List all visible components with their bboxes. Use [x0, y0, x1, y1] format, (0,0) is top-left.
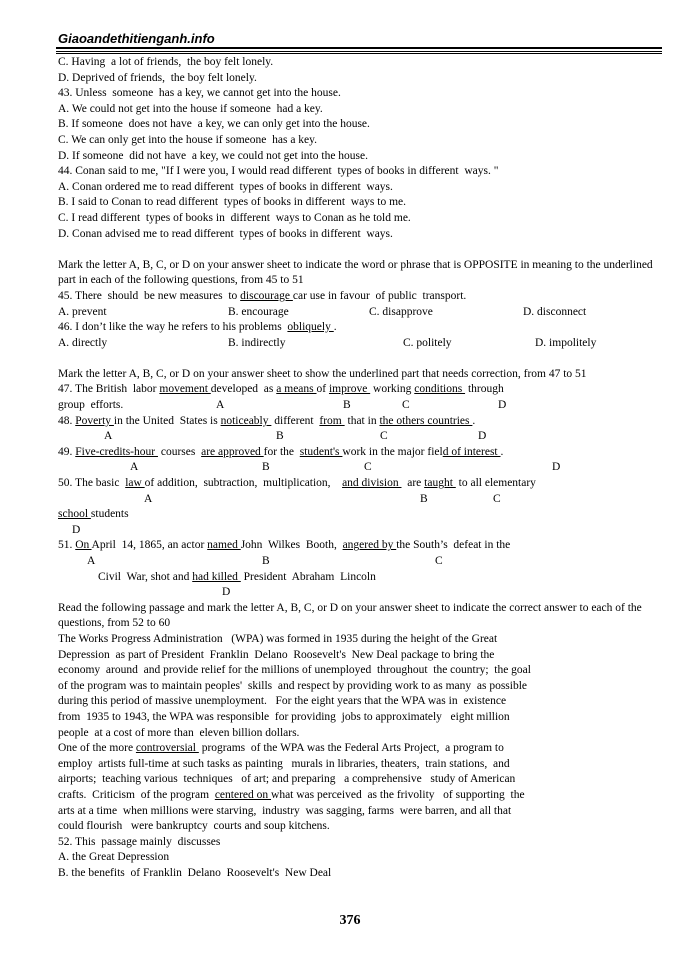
- q46-underlined: obliquely: [287, 321, 334, 334]
- q52-option-b: B. the benefits of Franklin Delano Roosevelt's New Deal: [58, 866, 332, 879]
- q45-option-d: D. disconnect: [523, 305, 587, 318]
- q51-label-d: D: [222, 586, 231, 599]
- q45-options: [58, 305, 658, 321]
- q47-label-a: A: [216, 399, 225, 412]
- document-body: [58, 55, 658, 881]
- q50-line2: school students: [58, 508, 129, 521]
- q45-underlined: discourage: [240, 289, 293, 302]
- q49-label-b: B: [262, 461, 270, 474]
- q51-underlined-d: had killed: [192, 570, 241, 583]
- q48-label-a: A: [104, 430, 113, 443]
- q49-underlined-b: are approved: [201, 445, 264, 458]
- q48-label-b: B: [276, 430, 284, 443]
- q45-stem: 45. There should be new measures to discourage car use in favour of public transport.: [58, 289, 467, 302]
- q46-option-d: D. impolitely: [535, 336, 597, 349]
- q43-option-b: B. If someone does not have a key, we can only get into the house.: [58, 118, 370, 131]
- q50-label-d: D: [72, 523, 81, 536]
- q47-underlined-b: a means: [276, 383, 317, 396]
- q50-label-d-row: [58, 523, 658, 539]
- passage-line: could flourish were bankruptcy courts and soup kitchens.: [58, 820, 330, 833]
- q43-option-c: C. We can only get into the house if someone has a key.: [58, 133, 318, 146]
- q45-option-a: A. prevent: [58, 305, 107, 318]
- passage-line: from 1935 to 1943, the WPA was responsible for providing jobs to approximately eight million: [58, 710, 510, 723]
- q49-underlined-d: d of interest: [442, 445, 501, 458]
- q50-stem: 50. The basic law of addition, subtraction, multiplication, and division are taught to all elementary: [58, 477, 536, 490]
- q51-label-c: C: [435, 555, 443, 567]
- q50-label-c: C: [493, 492, 501, 505]
- q47-underlined-c: improve: [328, 383, 371, 396]
- q49-labels: [58, 460, 658, 476]
- q46-option-c: C. politely: [403, 336, 452, 349]
- q51-line2: Civil War, shot and had killed President Abraham Lincoln: [98, 570, 376, 583]
- q51-label-a: A: [87, 555, 96, 567]
- q46-options: [58, 336, 658, 352]
- reading-instructions: Read the following passage and mark the letter A, B, C, or D on your answer sheet to indicate the correct answer to each of the questions, from 52 to 60: [58, 601, 642, 630]
- q47-line2: group efforts. A B C D: [58, 398, 658, 414]
- passage-underlined-centered-on: centered on: [214, 788, 272, 801]
- q42-option-d: D. Deprived of friends, the boy felt lonely.: [58, 71, 257, 84]
- q50-underlined-c: taught: [424, 477, 456, 490]
- q44-stem: 44. Conan said to me, "If I were you, I would read different types of books in different ways. ": [58, 165, 499, 178]
- q50-label-b: B: [420, 492, 428, 505]
- passage-line: during this period of massive unemployment. For the eight years that the WPA was in existence: [58, 695, 507, 708]
- q51-underlined-a: On: [75, 539, 92, 552]
- q50-underlined-d: school: [58, 508, 91, 521]
- q45-option-b: B. encourage: [228, 305, 289, 318]
- q46-option-b: B. indirectly: [228, 336, 286, 349]
- q44-option-b: B. I said to Conan to read different types of books in different ways to me.: [58, 196, 407, 209]
- q48-underlined-d: the others countries: [379, 414, 473, 427]
- q48-underlined-c: from: [319, 414, 345, 427]
- q51-underlined-c: angered by: [342, 539, 397, 552]
- q49-stem: 49. Five-credits-hour courses are approved for the student's work in the major field of interest .: [58, 445, 504, 458]
- correction-instructions: Mark the letter A, B, C, or D on your answer sheet to show the underlined part that needs correction, from 47 to 51: [58, 367, 587, 380]
- q47-label-d: D: [498, 399, 507, 412]
- q49-label-c: C: [364, 461, 372, 474]
- q49-label-d: D: [552, 461, 561, 474]
- q48-label-c: C: [380, 430, 388, 443]
- header-rule: [56, 53, 662, 54]
- q50-underlined-b: and division: [342, 477, 402, 490]
- q47-underlined-a: movement: [159, 383, 211, 396]
- q48-stem: 48. Poverty in the United States is noticeably different from that in the others countries .: [58, 414, 476, 427]
- site-header: Giaoandethitienganh.info: [58, 31, 215, 46]
- passage-line: people at a cost of more than eleven billion dollars.: [58, 726, 300, 739]
- q49-underlined-c: student's: [299, 445, 343, 458]
- q47-label-b: B: [343, 399, 351, 412]
- q51-label-d-row: [58, 585, 658, 601]
- header-rule: [56, 51, 662, 52]
- passage-underlined-controversial: controversial: [135, 742, 199, 755]
- q50-labels: [58, 492, 658, 508]
- passage-line: The Works Progress Administration (WPA) was formed in 1935 during the height of the Great: [58, 632, 498, 645]
- q51-underlined-b: named: [207, 539, 241, 552]
- q48-underlined-b: noticeably: [220, 414, 272, 427]
- header-rule: [56, 47, 662, 49]
- q42-option-c: C. Having a lot of friends, the boy felt lonely.: [58, 56, 274, 68]
- opposite-instructions: Mark the letter A, B, C, or D on your answer sheet to indicate the word or phrase that is OPPOSITE in meaning to the underlined part in each of the following questions, from 45 to 51: [58, 258, 653, 287]
- passage-line: airports; teaching various techniques of art; and preparing a comprehensive study of American: [58, 773, 516, 786]
- q46-option-a: A. directly: [58, 336, 108, 349]
- passage-line: One of the more controversial programs of the WPA was the Federal Arts Project, a program to: [58, 742, 504, 755]
- passage-line: crafts. Criticism of the program centered on what was perceived as the frivolity of supporting the: [58, 788, 525, 801]
- q48-underlined-a: Poverty: [75, 414, 114, 427]
- q48-label-d: D: [478, 430, 487, 443]
- q43-option-a: A. We could not get into the house if someone had a key.: [58, 102, 323, 115]
- q47-underlined-d: conditions: [414, 383, 466, 396]
- q49-underlined-a: Five-credits-hour: [75, 445, 158, 458]
- passage-line: Depression as part of President Franklin Delano Roosevelt's New Deal package to bring the: [58, 648, 495, 661]
- q51-label-b: B: [262, 555, 270, 567]
- q44-option-c: C. I read different types of books in different ways to Conan as he told me.: [58, 211, 411, 224]
- q45-option-c: C. disapprove: [369, 305, 433, 318]
- q43-stem: 43. Unless someone has a key, we cannot get into the house.: [58, 87, 341, 100]
- q52-stem: 52. This passage mainly discusses: [58, 835, 221, 848]
- passage-line: arts at a time when millions were starving, industry was sagging, farms were barren, and all that: [58, 804, 512, 817]
- q47-label-c: C: [402, 399, 410, 412]
- passage-line: employ artists full-time at such tasks as painting murals in libraries, theaters, train stations, and: [58, 757, 510, 770]
- passage-line: of the program was to maintain peoples' skills and respect by providing work to as many as possible: [58, 679, 528, 692]
- page-number: 376: [339, 913, 361, 928]
- q52-option-a: A. the Great Depression: [58, 851, 170, 864]
- q49-label-a: A: [130, 461, 139, 474]
- q51-stem: 51. On April 14, 1865, an actor named John Wilkes Booth, angered by the South’s defeat in the: [58, 539, 511, 552]
- q51-labels: [58, 554, 658, 570]
- q44-option-d: D. Conan advised me to read different types of books in different ways.: [58, 227, 393, 240]
- q46-stem: 46. I don’t like the way he refers to his problems obliquely .: [58, 321, 337, 334]
- q48-labels: [58, 429, 658, 445]
- passage-line: economy around and provide relief for the millions of unemployed throughout the country; the goal: [58, 664, 531, 677]
- q50-label-a: A: [144, 492, 153, 505]
- q43-option-d: D. If someone did not have a key, we could not get into the house.: [58, 149, 369, 162]
- q47-stem: 47. The British labor movement developed as a means of improve working conditions through: [58, 383, 504, 396]
- q50-underlined-a: law: [125, 477, 145, 490]
- q44-option-a: A. Conan ordered me to read different types of books in different ways.: [58, 180, 393, 193]
